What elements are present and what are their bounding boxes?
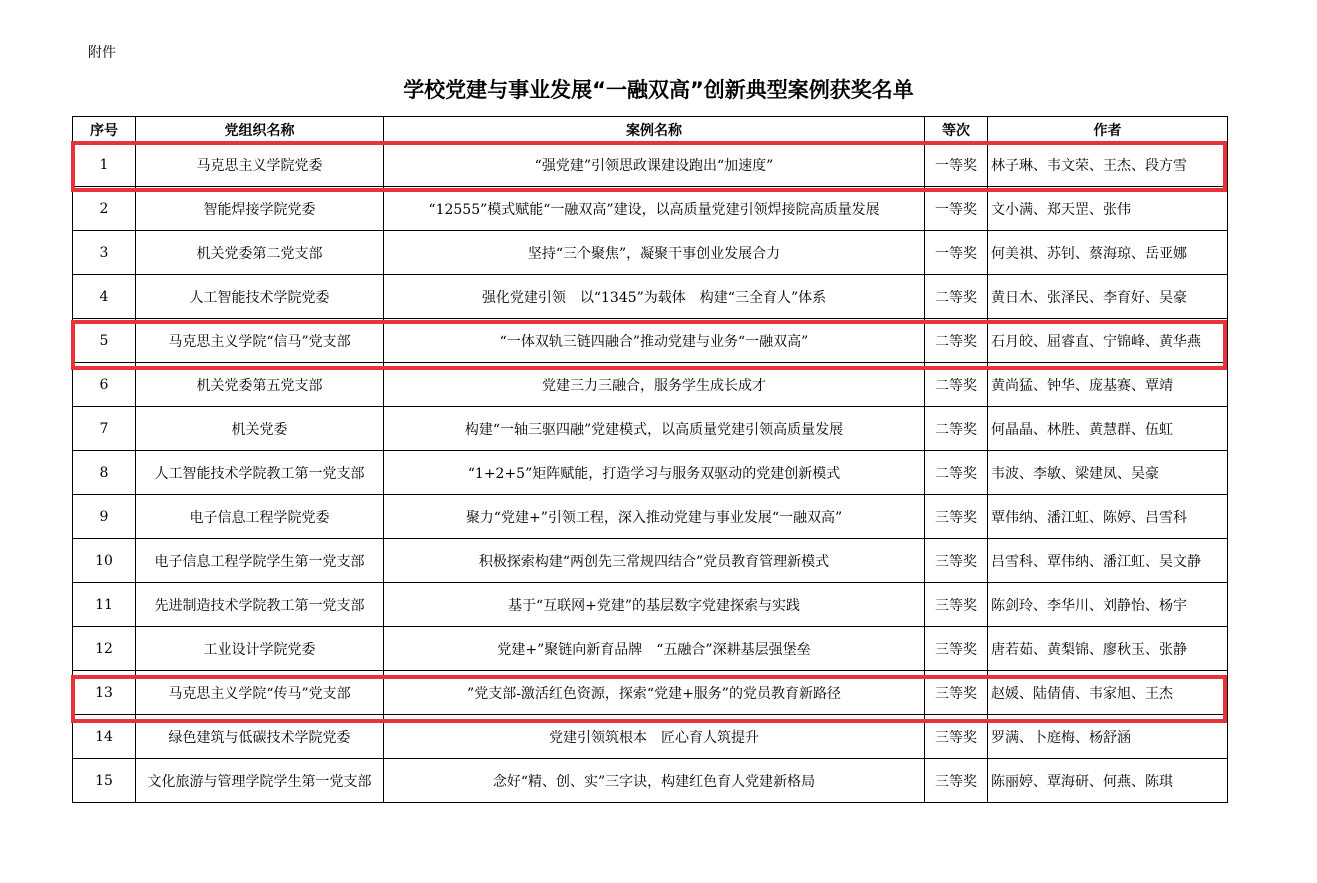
row-authors: 罗满、卜庭梅、杨舒涵 <box>988 715 1228 759</box>
row-index: 1 <box>73 143 136 187</box>
row-index: 10 <box>73 539 136 583</box>
row-authors: 陈剑玲、李华川、刘静怡、杨宇 <box>988 583 1228 627</box>
row-index: 15 <box>73 759 136 803</box>
header-case-name: 案例名称 <box>384 117 925 143</box>
row-authors: 黄尚猛、钟华、庞基赛、覃靖 <box>988 363 1228 407</box>
row-org-name: 机关党委第二党支部 <box>136 231 384 275</box>
row-authors: 吕雪科、覃伟纳、潘江虹、吴文静 <box>988 539 1228 583</box>
row-award-level: 三等奖 <box>925 671 988 715</box>
header-authors: 作者 <box>988 117 1228 143</box>
row-index: 5 <box>73 319 136 363</box>
row-org-name: 机关党委 <box>136 407 384 451</box>
row-award-level: 二等奖 <box>925 319 988 363</box>
header-index: 序号 <box>73 117 136 143</box>
table-row <box>73 407 1228 451</box>
table-row <box>73 363 1228 407</box>
row-org-name: 马克思主义学院“传马”党支部 <box>136 671 384 715</box>
table-row <box>73 671 1228 715</box>
row-award-level: 三等奖 <box>925 759 988 803</box>
row-case-name: “12555”模式赋能“一融双高”建设，以高质量党建引领焊接院高质量发展 <box>384 187 925 231</box>
row-org-name: 先进制造技术学院教工第一党支部 <box>136 583 384 627</box>
row-org-name: 人工智能技术学院党委 <box>136 275 384 319</box>
table-row <box>73 275 1228 319</box>
row-award-level: 二等奖 <box>925 407 988 451</box>
row-org-name: 机关党委第五党支部 <box>136 363 384 407</box>
row-org-name: 马克思主义学院“信马”党支部 <box>136 319 384 363</box>
row-index: 8 <box>73 451 136 495</box>
row-case-name: 积极探索构建“两创先三常规四结合”党员教育管理新模式 <box>384 539 925 583</box>
table-row <box>73 539 1228 583</box>
row-award-level: 三等奖 <box>925 495 988 539</box>
row-org-name: 文化旅游与管理学院学生第一党支部 <box>136 759 384 803</box>
row-authors: 黄日木、张泽民、李育好、吴豪 <box>988 275 1228 319</box>
table-row <box>73 495 1228 539</box>
row-award-level: 二等奖 <box>925 363 988 407</box>
attachment-label: 附件 <box>88 45 116 61</box>
row-case-name: 党建+”聚链向新育品牌 “五融合”深耕基层强堡垒 <box>384 627 925 671</box>
row-org-name: 绿色建筑与低碳技术学院党委 <box>136 715 384 759</box>
row-case-name: 强化党建引领 以“1345”为载体 构建“三全育人”体系 <box>384 275 925 319</box>
row-org-name: 人工智能技术学院教工第一党支部 <box>136 451 384 495</box>
row-index: 14 <box>73 715 136 759</box>
award-table <box>72 116 1228 803</box>
table-row <box>73 627 1228 671</box>
table-row <box>73 187 1228 231</box>
row-award-level: 三等奖 <box>925 539 988 583</box>
row-authors: 林子琳、韦文荣、王杰、段方雪 <box>988 143 1228 187</box>
row-index: 13 <box>73 671 136 715</box>
row-index: 3 <box>73 231 136 275</box>
row-case-name: 念好“精、创、实”三字诀，构建红色育人党建新格局 <box>384 759 925 803</box>
table-header-row <box>73 117 1228 143</box>
table-row <box>73 231 1228 275</box>
row-award-level: 一等奖 <box>925 143 988 187</box>
table-row <box>73 759 1228 803</box>
row-authors: 文小满、郑天罡、张伟 <box>988 187 1228 231</box>
row-authors: 覃伟纳、潘江虹、陈婷、吕雪科 <box>988 495 1228 539</box>
table-row <box>73 143 1228 187</box>
row-index: 2 <box>73 187 136 231</box>
row-authors: 赵媛、陆倩倩、韦家旭、王杰 <box>988 671 1228 715</box>
row-case-name: ”党支部-激活红色资源，探索“党建+服务”的党员教育新路径 <box>384 671 925 715</box>
row-org-name: 工业设计学院党委 <box>136 627 384 671</box>
row-award-level: 三等奖 <box>925 715 988 759</box>
row-authors: 石月皎、屈睿直、宁锦峰、黄华燕 <box>988 319 1228 363</box>
row-authors: 何晶晶、林胜、黄慧群、伍虹 <box>988 407 1228 451</box>
row-award-level: 二等奖 <box>925 275 988 319</box>
row-index: 9 <box>73 495 136 539</box>
row-case-name: 基于“互联网+党建”的基层数字党建探索与实践 <box>384 583 925 627</box>
row-org-name: 智能焊接学院党委 <box>136 187 384 231</box>
row-award-level: 二等奖 <box>925 451 988 495</box>
row-award-level: 三等奖 <box>925 627 988 671</box>
row-index: 11 <box>73 583 136 627</box>
row-index: 7 <box>73 407 136 451</box>
table-row <box>73 715 1228 759</box>
row-award-level: 一等奖 <box>925 231 988 275</box>
row-case-name: 党建三力三融合，服务学生成长成才 <box>384 363 925 407</box>
row-case-name: 聚力“党建+”引领工程，深入推动党建与事业发展“一融双高” <box>384 495 925 539</box>
header-org-name: 党组织名称 <box>136 117 384 143</box>
page-title: 学校党建与事业发展“一融双高”创新典型案例获奖名单 <box>403 78 914 102</box>
row-case-name: 党建引领筑根本 匠心育人筑提升 <box>384 715 925 759</box>
table-row <box>73 583 1228 627</box>
table-row <box>73 319 1228 363</box>
header-award-level: 等次 <box>925 117 988 143</box>
row-index: 6 <box>73 363 136 407</box>
row-case-name: 构建“一轴三驱四融”党建模式，以高质量党建引领高质量发展 <box>384 407 925 451</box>
row-authors: 陈丽婷、覃海研、何燕、陈琪 <box>988 759 1228 803</box>
row-case-name: “1+2+5”矩阵赋能，打造学习与服务双驱动的党建创新模式 <box>384 451 925 495</box>
row-org-name: 电子信息工程学院党委 <box>136 495 384 539</box>
row-org-name: 马克思主义学院党委 <box>136 143 384 187</box>
row-authors: 韦波、李敏、梁建凤、吴豪 <box>988 451 1228 495</box>
row-case-name: “一体双轨三链四融合”推动党建与业务“一融双高” <box>384 319 925 363</box>
row-award-level: 三等奖 <box>925 583 988 627</box>
row-authors: 唐若茹、黄梨锦、廖秋玉、张静 <box>988 627 1228 671</box>
row-index: 12 <box>73 627 136 671</box>
row-org-name: 电子信息工程学院学生第一党支部 <box>136 539 384 583</box>
row-case-name: 坚持“三个聚焦”，凝聚干事创业发展合力 <box>384 231 925 275</box>
row-index: 4 <box>73 275 136 319</box>
row-case-name: “强党建”引领思政课建设跑出“加速度” <box>384 143 925 187</box>
row-award-level: 一等奖 <box>925 187 988 231</box>
table-row <box>73 451 1228 495</box>
row-authors: 何美祺、苏钊、蔡海琼、岳亚娜 <box>988 231 1228 275</box>
